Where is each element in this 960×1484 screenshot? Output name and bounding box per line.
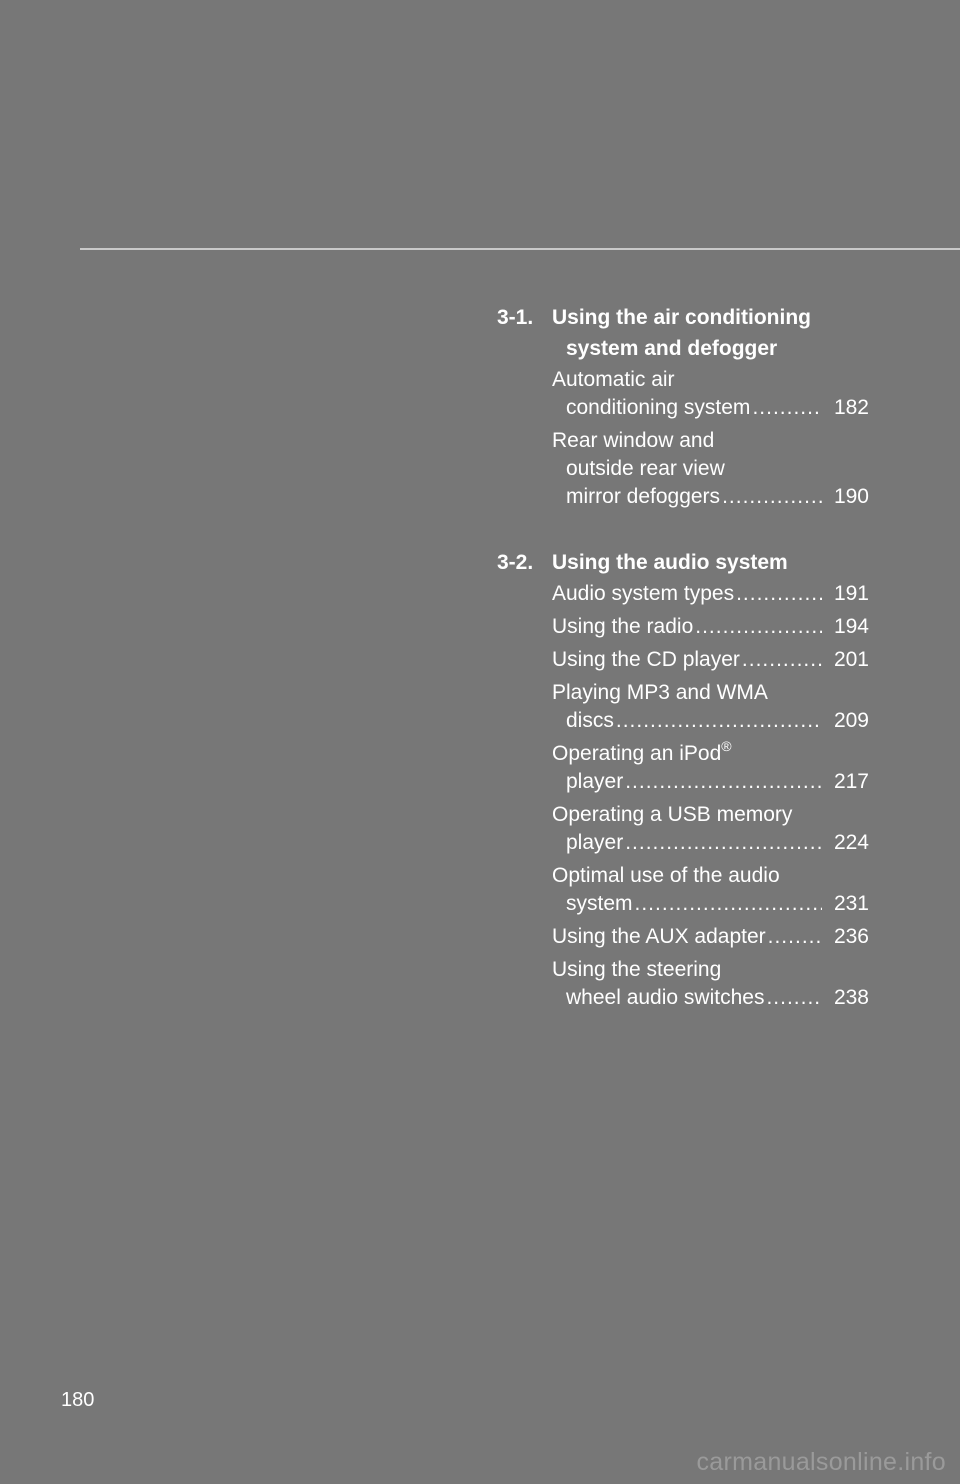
entry-page-number: 209 — [833, 709, 869, 732]
entry-page-number: 231 — [833, 892, 869, 915]
toc-entry[interactable] — [552, 862, 869, 918]
entry-text: Rear window and — [552, 429, 715, 452]
entry-last-line — [552, 394, 869, 422]
dot-leader — [614, 707, 822, 735]
entry-text: mirror defoggers — [566, 485, 721, 508]
watermark: carmanualsonline.info — [696, 1448, 946, 1476]
section-title-line: system and defogger — [566, 337, 778, 360]
entry-page-number: 236 — [833, 925, 869, 948]
section-heading[interactable] — [497, 547, 869, 578]
entry-text: player — [566, 770, 624, 793]
entry-page-number: 182 — [833, 396, 869, 419]
section-title — [552, 302, 869, 364]
entry-last-line — [552, 580, 869, 608]
entry-page-number: 217 — [833, 770, 869, 793]
toc-entry[interactable] — [552, 646, 869, 674]
entry-text-line — [552, 956, 869, 984]
dot-leader — [633, 890, 822, 918]
entry-last-line — [552, 483, 869, 511]
section-number: 3-1. — [497, 306, 534, 329]
entry-last-line — [552, 923, 869, 951]
entry-page-number: 238 — [833, 986, 869, 1009]
entry-text-line — [552, 801, 869, 829]
toc-entry[interactable] — [552, 679, 869, 735]
entry-text: outside rear view — [566, 457, 725, 480]
entry-text: Using the AUX adapter — [552, 925, 766, 948]
dot-leader — [766, 923, 822, 951]
entry-text: wheel audio switches — [566, 986, 765, 1009]
entry-last-line — [552, 984, 869, 1012]
toc-section — [497, 547, 869, 1012]
entry-text: Automatic air — [552, 368, 675, 391]
toc-entries — [552, 366, 869, 511]
entry-text: Operating an iPod — [552, 742, 722, 765]
dot-leader — [720, 483, 822, 511]
toc-entry[interactable] — [552, 956, 869, 1012]
toc-entry[interactable] — [552, 366, 869, 422]
entry-last-line — [552, 646, 869, 674]
entry-text-line — [552, 366, 869, 394]
entry-page-number: 191 — [833, 582, 869, 605]
entry-last-line — [552, 829, 869, 857]
toc-entry[interactable] — [552, 740, 869, 796]
entry-text-line — [552, 862, 869, 890]
section-heading[interactable] — [497, 302, 869, 364]
entry-last-line — [552, 613, 869, 641]
entry-last-line — [552, 890, 869, 918]
entry-text: Using the radio — [552, 615, 694, 638]
toc-section — [497, 302, 869, 511]
toc-entries — [552, 580, 869, 1012]
toc-entry[interactable] — [552, 580, 869, 608]
header-rule — [80, 248, 960, 250]
entry-text-line — [552, 740, 869, 768]
registered-mark: ® — [721, 738, 732, 754]
dot-leader — [740, 646, 822, 674]
entry-text: system — [566, 892, 633, 915]
dot-leader — [764, 984, 822, 1012]
entry-page-number: 190 — [833, 485, 869, 508]
section-title — [552, 547, 869, 578]
entry-page-number: 224 — [833, 831, 869, 854]
entry-text: conditioning system — [566, 396, 751, 419]
section-number: 3-2. — [497, 551, 534, 574]
toc-entry[interactable] — [552, 613, 869, 641]
dot-leader — [734, 580, 822, 608]
dot-leader — [750, 394, 822, 422]
entry-text: discs — [566, 709, 614, 732]
dot-leader — [623, 768, 822, 796]
entry-text-line — [552, 427, 869, 455]
entry-text: player — [566, 831, 624, 854]
entry-last-line — [552, 707, 869, 735]
toc-entry[interactable] — [552, 427, 869, 511]
dot-leader — [623, 829, 822, 857]
section-title-line: Using the air conditioning — [552, 306, 811, 329]
toc-entry[interactable] — [552, 801, 869, 857]
entry-text: Operating a USB memory — [552, 803, 793, 826]
entry-text-line — [552, 455, 869, 483]
page-number: 180 — [61, 1389, 95, 1411]
section-title-line: Using the audio system — [552, 551, 788, 574]
entry-last-line — [552, 768, 869, 796]
entry-text: Using the steering — [552, 958, 722, 981]
entry-text: Playing MP3 and WMA — [552, 681, 768, 704]
entry-text: Using the CD player — [552, 648, 740, 671]
entry-text-line — [552, 679, 869, 707]
entry-text: Optimal use of the audio — [552, 864, 780, 887]
toc-entry[interactable] — [552, 923, 869, 951]
entry-page-number: 194 — [833, 615, 869, 638]
table-of-contents — [497, 302, 869, 1048]
dot-leader — [693, 613, 822, 641]
entry-text: Audio system types — [552, 582, 735, 605]
entry-page-number: 201 — [833, 648, 869, 671]
